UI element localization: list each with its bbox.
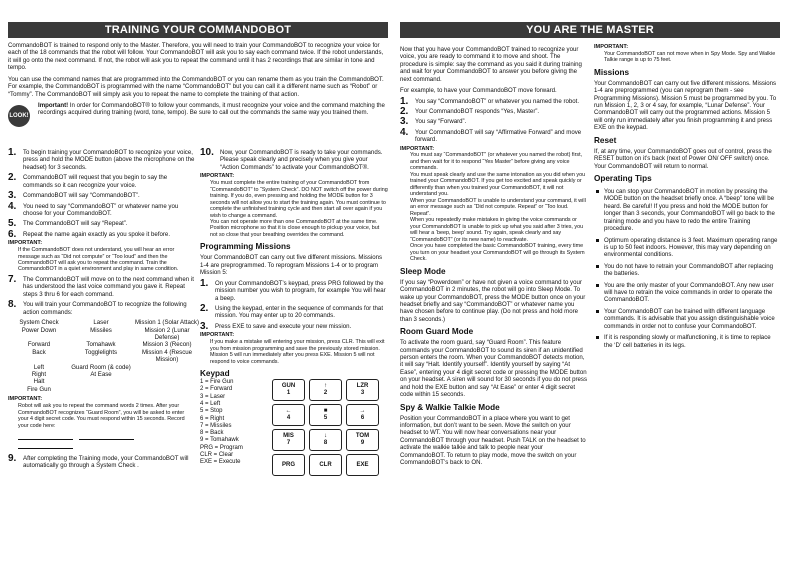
key-number: 8 [323,439,328,446]
operating-tip: If it is responding slowly or malfunctioning, it is time to replace the ‘D’ cell batteries in its legs. [594,334,780,349]
important-text: In order for CommandoBOT® to follow your commands, it must recognize your voice and the command matching the recordings acquired during training (word, tone, tempo). Be sure to call out the commands the same way you trained them. [38,101,385,117]
keypad-legend-item: PRG = Program [200,444,243,451]
spy-important-label: IMPORTANT: [594,44,629,50]
master-intro: Now that you have your CommandoBOT trained to recognize your voice, you are ready to command it to move and shoot. The procedure is simple: say the command as you said it during training and wait for your CommandoBOT to answer you before giving the next command. [400,46,582,83]
keypad-heading: Keypad [200,368,230,378]
command-item [70,378,132,385]
command-item: Forward [27,341,51,349]
programming-intro: Your CommandoBOT can carry out five different missions. Missions 1-4 are preprogrammed. To reprogram Missions 1-4 or to program Mission 5: [200,254,383,277]
operating-tip: You do not have to retrain your CommandoBOT after replacing the batteries. [594,263,780,278]
keypad-key[interactable] [272,404,305,426]
command-item: Laser [93,319,109,327]
keypad-key[interactable] [309,454,342,476]
important-text-3: You must complete the entire training of your CommandoBOT from “CommandoBOT” to “System Check”. DO NOT switch off the power during training. If you do, even pressing and holding the MODE button for 3 seconds will not allow you to start the training again. You must continue to complete the unfinished training cycle and then start all over again if you wish to change a command. You can not operate more than one CommandoBOT at the same time. Position microphone so that it is close enough to pickup your voice, but not so close that your breathing overrides the command. [210,180,388,238]
key-number: 3 [360,389,365,396]
left-banner: TRAINING YOUR COMMANDOBOT [8,22,388,38]
command-item: Mission 1 (Solar Attack) [134,319,199,327]
important-label-1: IMPORTANT: [8,240,43,247]
key-label: ← [285,407,292,414]
command-item: Mission 2 (Lunar Defense) [144,326,190,341]
sleep-mode-text: If you say “Powerdown” or have not given a voice command to your CommandoBOT in 2 minutes, the robot will go into Sleep Mode. To wake up your CommandoBOT, press the MODE button once on your headset briefly and say “CommandoBOT” or whatever name you have chosen before to continue play. (Do not press and hold more than 3 seconds.) [400,278,586,323]
master-col1 [400,46,588,467]
command-item: Missiles [90,326,112,334]
key-label: ■ [323,407,328,414]
master-step-2: 2. Your CommandoBOT responds “Yes, Master”. [400,105,540,117]
master-example: For example, to have your CommandoBOT move forward. [400,87,557,95]
step-8: 8. You will train your CommandoBOT to recognize the following action commands: [8,299,187,316]
intro-paragraph-2: You can use the command names that are programmed into the CommandoBOT or you can rename them as you train the CommandoBOT. For example, the CommandoBOT is programmed with the name “CommandoBOT” but you can call it a different name such as “Robot” or “Tommy”. The CommandoBOT will simply ask you to repeat the name to complete the training of that action. [8,75,384,98]
keypad-key[interactable] [309,379,342,401]
important-text-1: If the CommandoBOT does not understand, you will hear an error message such as “Did not compute” or “Too loud” and then the CommandoBOT will ask you to repeat the command. Train the CommandoBOT in a quiet environment and play in same condition. [18,247,179,273]
command-item [70,386,132,393]
intro-section [8,40,386,117]
operating-tips-heading: Operating Tips [594,174,652,183]
key-number: 4 [286,414,291,421]
command-item: Power Down [21,326,57,334]
missions-heading: Missions [594,67,630,77]
intro-paragraph-1: CommandoBOT is trained to respond only to the Master. Therefore, you will need to train your CommandoBOT to recognize your voice for each of the 18 commands that the robot will follow. Your CommandoBOT will ask you to say each command twice. If the robot understands, it will go onto the next command. If not, the robot will ask you to repeat the command until it has 2 recordings that are similar in tone and tempo. [8,42,384,72]
keypad-key[interactable] [346,379,379,401]
step-5: 5. The CommandoBOT will say “Repeat”. [8,218,128,230]
step-6: 6. Repeat the name again exactly as you spoke it before. [8,228,171,240]
keypad-key[interactable] [309,404,342,426]
important-label-3: IMPORTANT: [200,173,235,180]
key-label: TOM [355,432,370,439]
command-list [8,319,199,393]
keypad-key[interactable] [346,429,379,451]
sleep-mode-heading: Sleep Mode [400,266,446,276]
keypad-key[interactable] [272,454,305,476]
programming-missions-heading: Programming Missions [200,242,291,252]
keypad-key[interactable] [309,429,342,451]
program-step-1: 1. On your CommandoBOT’s keypad, press PRG followed by the mission number you wish to program, for example You will hear a beep. [200,277,386,302]
key-label: → [359,407,366,414]
key-number: 6 [360,414,365,421]
command-item: Back [32,348,46,356]
keypad-legend-item: 6 = Right [200,415,225,422]
keypad-legend [200,379,243,467]
important-label: Important! [38,101,69,109]
operating-tip: Your CommandoBOT can be trained with different language commands. It is advisable that you assign distinguishable voice commands in order not to confuse your CommandoBOT. [594,308,780,330]
keypad-section [200,379,388,474]
key-number: 9 [360,439,365,446]
master-important-label: IMPORTANT: [400,145,435,152]
command-item: Tomahawk [86,341,116,349]
operating-tips-list [594,188,780,349]
operating-tip: Optimum operating distance is 3 feet. Maximum operating range is up to 50 feet indoors. However, this may vary depending on environmental conditions. [594,237,780,259]
right-banner: YOU ARE THE MASTER [400,22,780,38]
step-3: 3. CommandoBOT will say “CommandoBOT”. [8,190,140,202]
command-item: System Check [19,319,59,327]
key-number: 1 [286,389,291,396]
step-10: 10. Now, your CommandoBOT is ready to take your commands. Please speak clearly and precisely when you give your “Action Commands” to activate your CommandoBOT®. [200,147,383,171]
key-label: MIS [283,432,294,439]
look-badge: LOOK! [8,105,30,127]
command-item: Guard Room (& code) [71,363,131,371]
important-text-4: If you make a mistake will entering your mission, press CLR. This will exit you from mission programming and save the previously stored mission. Mission 5 will run immediately after you press EXE. Mission 5 will not respond to voice commands. [210,339,385,365]
important-label-4: IMPORTANT: [200,332,235,339]
key-label: ↑ [324,382,327,389]
step-7: 7. The CommandoBOT will move on to the next command when it has understood the last voice command you gave it. Repeat steps 3 thru 6 for each command. [8,273,194,298]
important-text-2: Robot will ask you to repeat the command words 2 times. After your CommandoBOT recognizes “Guard Room”, you will be asked to enter your 4 digit secret code. You must respond within 15 seconds. Record your code here: [18,403,185,429]
step-4: 4. You need to say “CommandoBOT” or whatever name you choose for your CommandoBOT. [8,200,179,217]
command-item: Halt [33,378,45,386]
command-item: Mission 3 (Recon) [142,341,192,349]
command-item [132,364,202,371]
keypad-legend-item: 1 = Fire Gun [200,378,234,385]
master-step-3: 3. You say “Forward”. [400,116,467,128]
key-number: 7 [286,439,291,446]
keypad-key[interactable] [346,454,379,476]
step-9: 9. After completing the Training mode, your CommandoBOT will automatically go through a System Check . [8,452,189,470]
keypad-legend-item: 9 = Tomahawk [200,437,239,444]
missions-text: Your CommandoBOT can carry out five different missions. Missions 1-4 are preprogrammed (you can reprogram them - see Programming Missions). Mission 5 must be programmed by you. To run Mission 1, 2, 3 or 4 say, for example, “Lunar Defense”. Your CommandoBOT will carry out the programmed actions. Mission 5 will only run immediately after you finish programming it and press EXE on the keypad. [594,79,777,132]
right-page [400,22,780,567]
program-step-3: 3. Press EXE to save and execute your new mission. [200,320,352,332]
keypad-legend-item: CLR = Clear [200,452,234,459]
spy-mode-heading: Spy & Walkie Talkie Mode [400,402,500,412]
reset-text: If, at any time, your CommandoBOT goes out of control, press the RESET button on it’s back (next of Power ON/ OFF switch) once. Your CommandoBOT will return to normal. [594,147,772,170]
command-item: Mission 4 (Rescue Mission) [141,348,193,364]
command-item [132,371,202,378]
program-step-2: 2. Using the keypad, enter in the sequence of commands for that mission. You may enter up to 20 commands. [200,302,384,320]
training-steps-col1 [8,146,199,470]
keypad-legend-item: 7 = Missiles [200,422,232,429]
code-blanks[interactable] [8,433,196,452]
command-item [132,378,202,385]
master-step-1: 1. You say “CommandoBOT” or whatever you named the robot. [400,95,580,107]
key-label: ↓ [324,432,327,439]
command-item: Left [33,363,45,371]
keypad-legend-item: 2 = Forward [200,386,233,393]
keypad-legend-item: 8 = Back [200,430,224,437]
left-page [8,22,388,567]
key-label: CLR [319,461,332,468]
key-number: 2 [323,389,328,396]
keypad-legend-item: 4 = Left [200,400,221,407]
key-number: 5 [323,414,328,421]
operating-tip: You are the only master of your CommandoBOT. Any new user will have to retrain the voice commands in order to operate the CommandoBOT. [594,282,780,304]
important-label-2: IMPORTANT: [8,396,43,403]
keypad-legend-item: 3 = Laser [200,393,226,400]
key-label: PRG [281,461,295,468]
operating-tip: You can stop your CommandoBOT in motion by pressing the MODE button on the headset briefly once. A “beep” tone will be heard. Be careful! If you press and hold the MODE button for longer than 3 seconds, your CommandoBOT will go back to the training mode and you have to redo the entire Training procedure. [594,188,780,233]
step-1: 1. To begin training your CommandoBOT to recognize your voice, press and hold the MODE button (above the microphone on the headset) for 3 seconds. [8,147,195,171]
command-item [132,386,202,393]
master-important-text: You must say “CommandoBOT” (or whatever you named the robot) first, and then wait for it to respond “Yes Master” before giving any voice commands. You must speak clearly and use the same intonation as you did when you trained your CommandoBOT. If you get too excited and speak quickly or differently than when you trained your CommandoBOT, it will not understand you. When your CommandoBOT is unable to understand your command, it will an error message such as “Did not compute. Repeat” or “Too loud. Repeat”. When you repeatedly make mistakes in giving the voice commands or your CommandoBOT is unable to pick up what you said after 3 tries, you will hear a ‘beep, beep’ sound. Try again, speak clearly and say “CommandoBOT” (or its new name) to reactivate. Once you have completed the basic CommandoBOT training, every time you turn on your headset your CommandoBOT will go through its System Check. [410,152,586,263]
guard-mode-heading: Room Guard Mode [400,327,474,337]
training-steps-col2 [200,146,388,474]
key-label: GUN [281,382,296,389]
keypad-key[interactable] [272,379,305,401]
master-col2 [594,44,780,349]
keypad-key[interactable] [346,404,379,426]
important-note [8,102,386,117]
master-step-4: 4. Your CommandoBOT will say “Affirmative Forward” and move forward. [400,126,582,144]
command-item: At Ease [90,371,112,379]
keypad-legend-item: 5 = Stop [200,408,223,415]
key-label: LZR [356,382,369,389]
keypad-key[interactable] [272,429,305,451]
key-label: EXE [356,461,369,468]
guard-mode-text: To activate the room guard, say “Guard Room”. This feature commands your CommandoBOT to sound its siren if an unidentified person enters the room. When your CommandoBOT detects motion, it will say “Halt. Identify yourself”. Identify yourself by saying “At Ease”, entering your 4 digit secret code or pressing the MODE button on your headset. A siren will sound for 30 seconds if you do not press and hold the EXE button and say “At Ease” or enter 4 digit secret code within 15 seconds. [400,339,587,399]
spy-important-text: Your CommandoBOT can not move when in Spy Mode. Spy and Walkie Talkie range is up to 75 feet. [604,50,776,64]
reset-heading: Reset [594,135,617,145]
command-item: Fire Gun [27,385,51,393]
keypad-legend-item: EXE = Execute [200,459,241,466]
keypad-grid [272,379,379,476]
spy-mode-text: Position your CommandoBOT in a place where you want to get information, but don’t want to be seen. Move the switch on your headset to WT. You will now hear conversations near your CommandoBOT through your headset. Push TALK on the headset to activate the walkie talkie and talk to people near your CommandoBOT. To return to play mode, move the switch on your CommandoBOT’s back to ON. [400,414,586,467]
step-2: 2. CommandoBOT will request that you begin to say the commands so it can recognize your voice. [8,172,168,189]
command-item: Togglelights [84,348,118,356]
command-item: Right [31,371,47,379]
